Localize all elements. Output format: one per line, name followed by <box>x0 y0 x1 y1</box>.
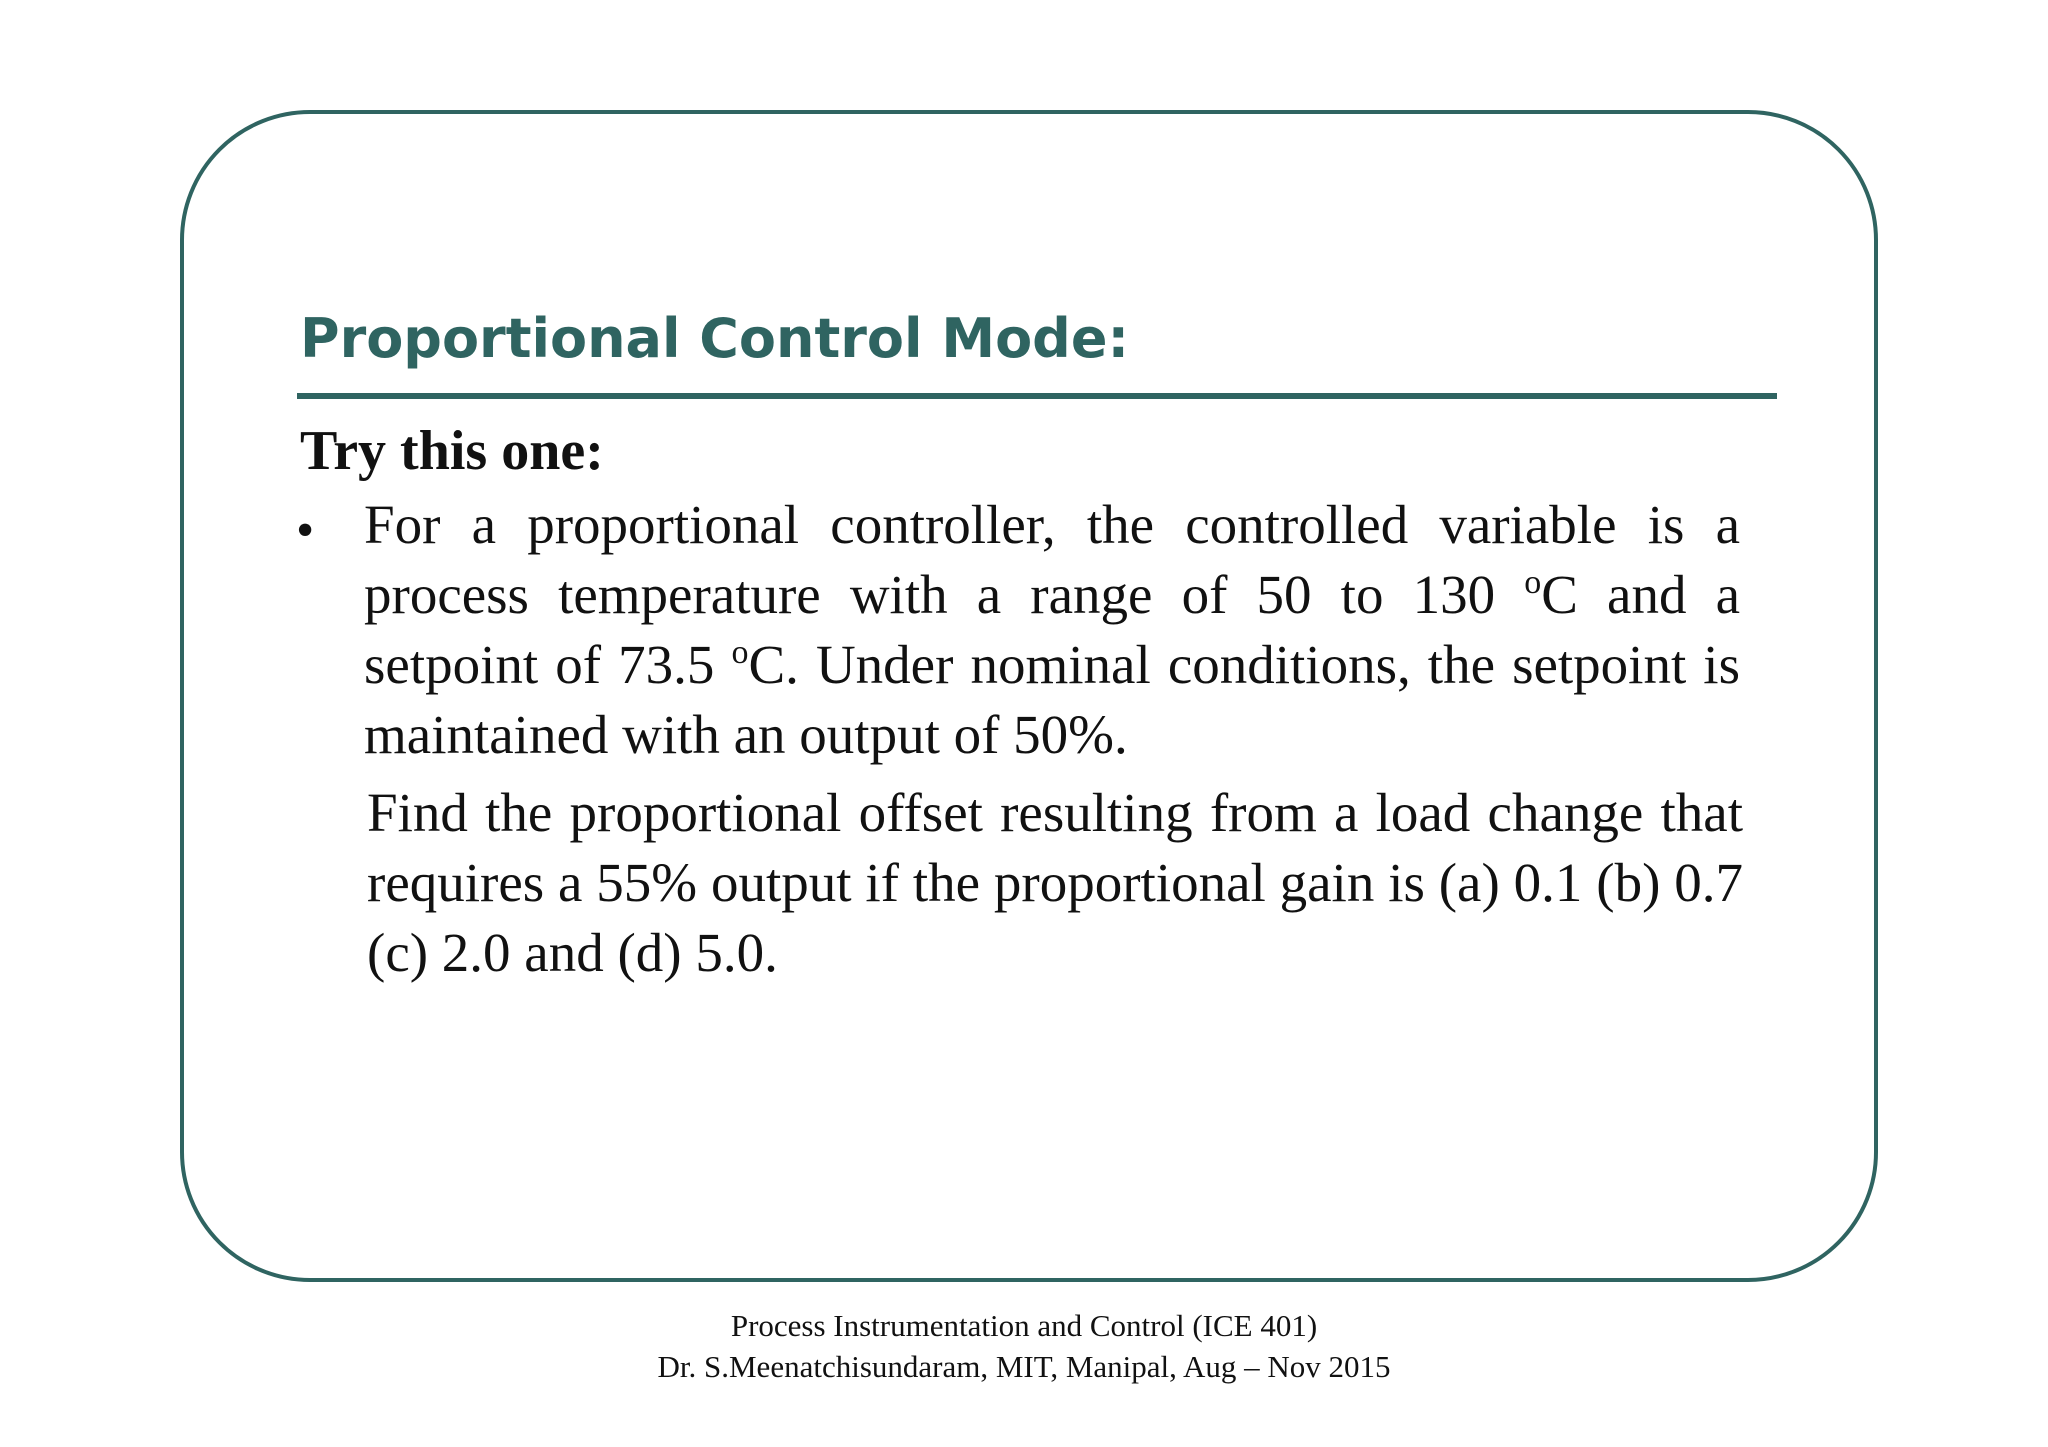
problem-text-2: C and a setpoint of 73.5 <box>364 564 1740 695</box>
bullet-icon: • <box>296 502 315 559</box>
subheading: Try this one: <box>300 420 604 482</box>
footer-author: Dr. S.Meenatchisundaram, MIT, Manipal, Aug – Nov 2015 <box>657 1349 1391 1384</box>
degree-mark: o <box>731 634 749 671</box>
problem-question: Find the proportional offset resulting from a load change that requires a 55% output if the proportional gain is (a) 0.1 (b) 0.7 (c) 2.0 and (d) 5.0. <box>367 782 1743 983</box>
degree-mark: o <box>1524 564 1542 601</box>
problem-statement <box>364 490 1740 770</box>
problem-text-1: For a proportional controller, the controlled variable is a process temperature with a range of 50 to 130 <box>364 494 1740 625</box>
title-underline <box>297 393 1777 399</box>
problem-text-3: C. Under nominal conditions, the setpoint is maintained with an output of 50%. <box>364 634 1740 765</box>
slide-title: Proportional Control Mode: <box>300 307 1130 370</box>
footer-course: Process Instrumentation and Control (ICE 401) <box>730 1308 1318 1343</box>
